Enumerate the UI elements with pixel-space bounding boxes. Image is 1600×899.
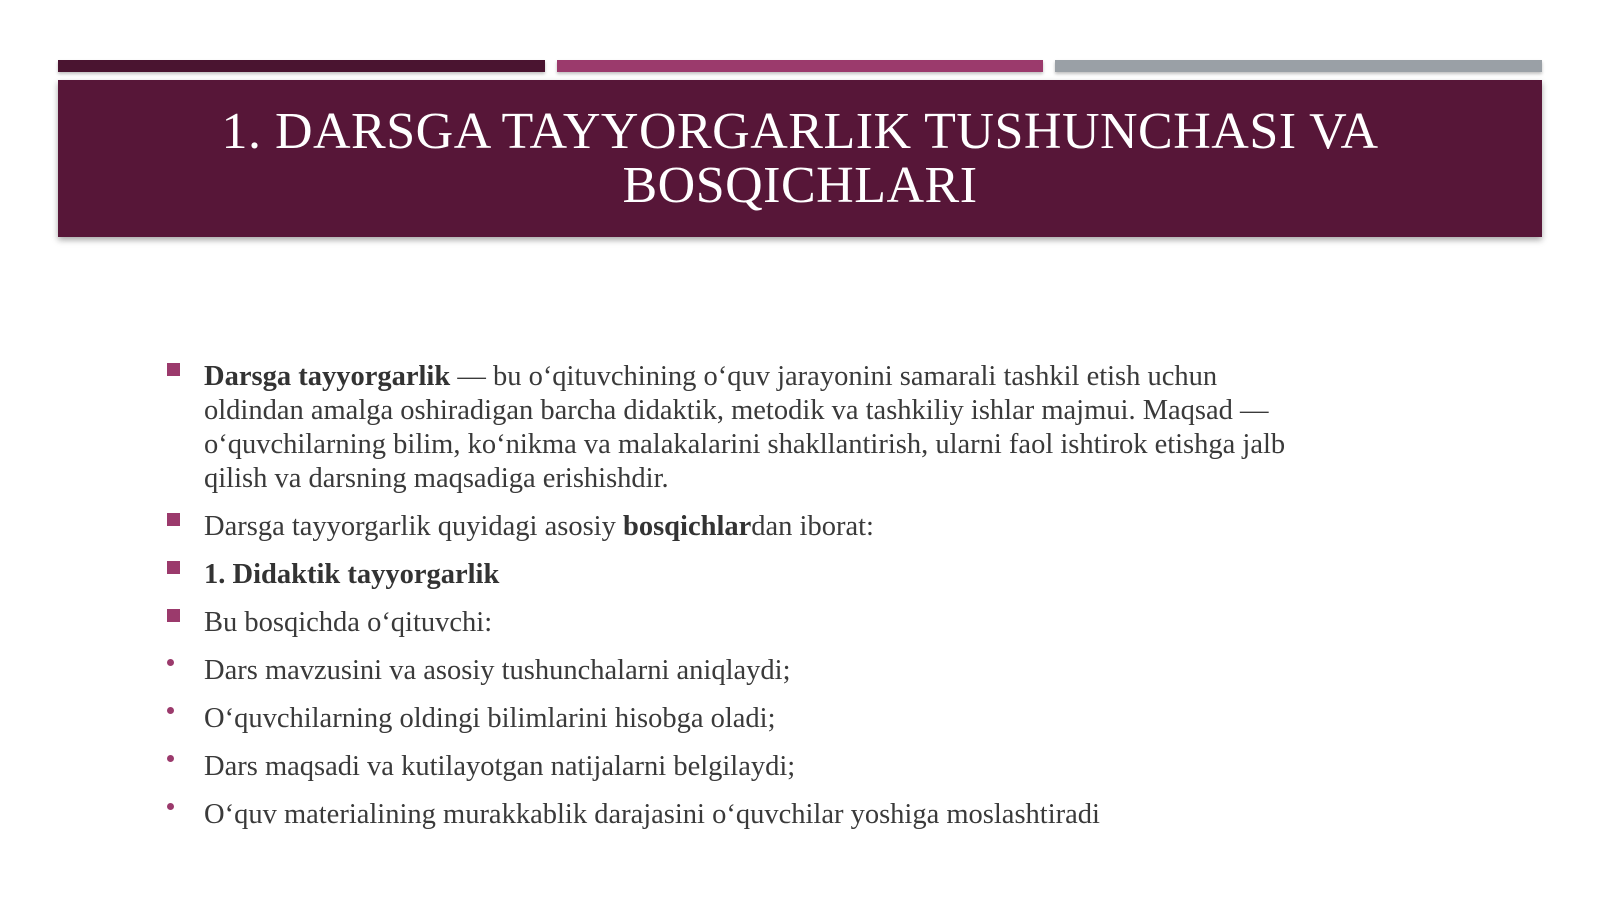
- item-text: — bu o‘qituvchining o‘quv jarayonini samarali tashkil etish uchun oldindan amalga oshiradigan barcha didaktik, metodik va tashkiliy ishlar majmui. Maqsad — o‘quvchilarning bilim, ko‘nikma va malakalarini shakllantirish, ularni faol ishtirok etishga jalb qilish va darsning maqsadiga erishishdir.: [204, 361, 1286, 494]
- item-text: dan iborat:: [751, 511, 874, 542]
- bold-term: bosqichlar: [622, 511, 752, 542]
- list-item: [165, 606, 1295, 640]
- bullet-list: [165, 360, 1295, 832]
- bold-term: Darsga tayyorgarlik: [204, 361, 451, 392]
- slide-body: [165, 360, 1295, 846]
- sub-list-item: [165, 750, 1295, 784]
- dot-bullet-icon: [167, 707, 174, 714]
- list-item: [165, 360, 1295, 496]
- sub-list-item: [165, 654, 1295, 688]
- item-text: Darsga tayyorgarlik quyidagi asosiy: [204, 511, 623, 542]
- accent-bar-dark: [58, 60, 545, 72]
- item-text: Bu bosqichda o‘qituvchi:: [204, 607, 493, 638]
- square-bullet-icon: [167, 513, 180, 526]
- title-band: [58, 80, 1542, 237]
- item-text: Dars maqsadi va kutilayotgan natijalarni belgilaydi;: [204, 751, 796, 782]
- title-line-2: BOSQICHLARI: [622, 156, 978, 214]
- dot-bullet-icon: [167, 803, 174, 810]
- square-bullet-icon: [167, 609, 180, 622]
- square-bullet-icon: [167, 363, 180, 376]
- list-item: [165, 558, 1295, 592]
- sub-list-item: [165, 798, 1295, 832]
- slide-title: [150, 102, 1450, 214]
- item-text: O‘quv materialining murakkablik darajasini o‘quvchilar yoshiga moslashtiradi: [204, 799, 1100, 830]
- sub-list-item: [165, 702, 1295, 736]
- dot-bullet-icon: [167, 755, 174, 762]
- accent-bar-gray: [1055, 60, 1542, 72]
- section-heading: 1. Didaktik tayyorgarlik: [204, 559, 500, 590]
- accent-bar-magenta: [557, 60, 1043, 72]
- item-text: O‘quvchilarning oldingi bilimlarini hisobga oladi;: [204, 703, 776, 734]
- title-line-1: 1. DARSGA TAYYORGARLIK TUSHUNCHASI VA: [221, 102, 1379, 160]
- list-item: [165, 510, 1295, 544]
- square-bullet-icon: [167, 561, 180, 574]
- item-text: Dars mavzusini va asosiy tushunchalarni aniqlaydi;: [204, 655, 791, 686]
- dot-bullet-icon: [167, 659, 174, 666]
